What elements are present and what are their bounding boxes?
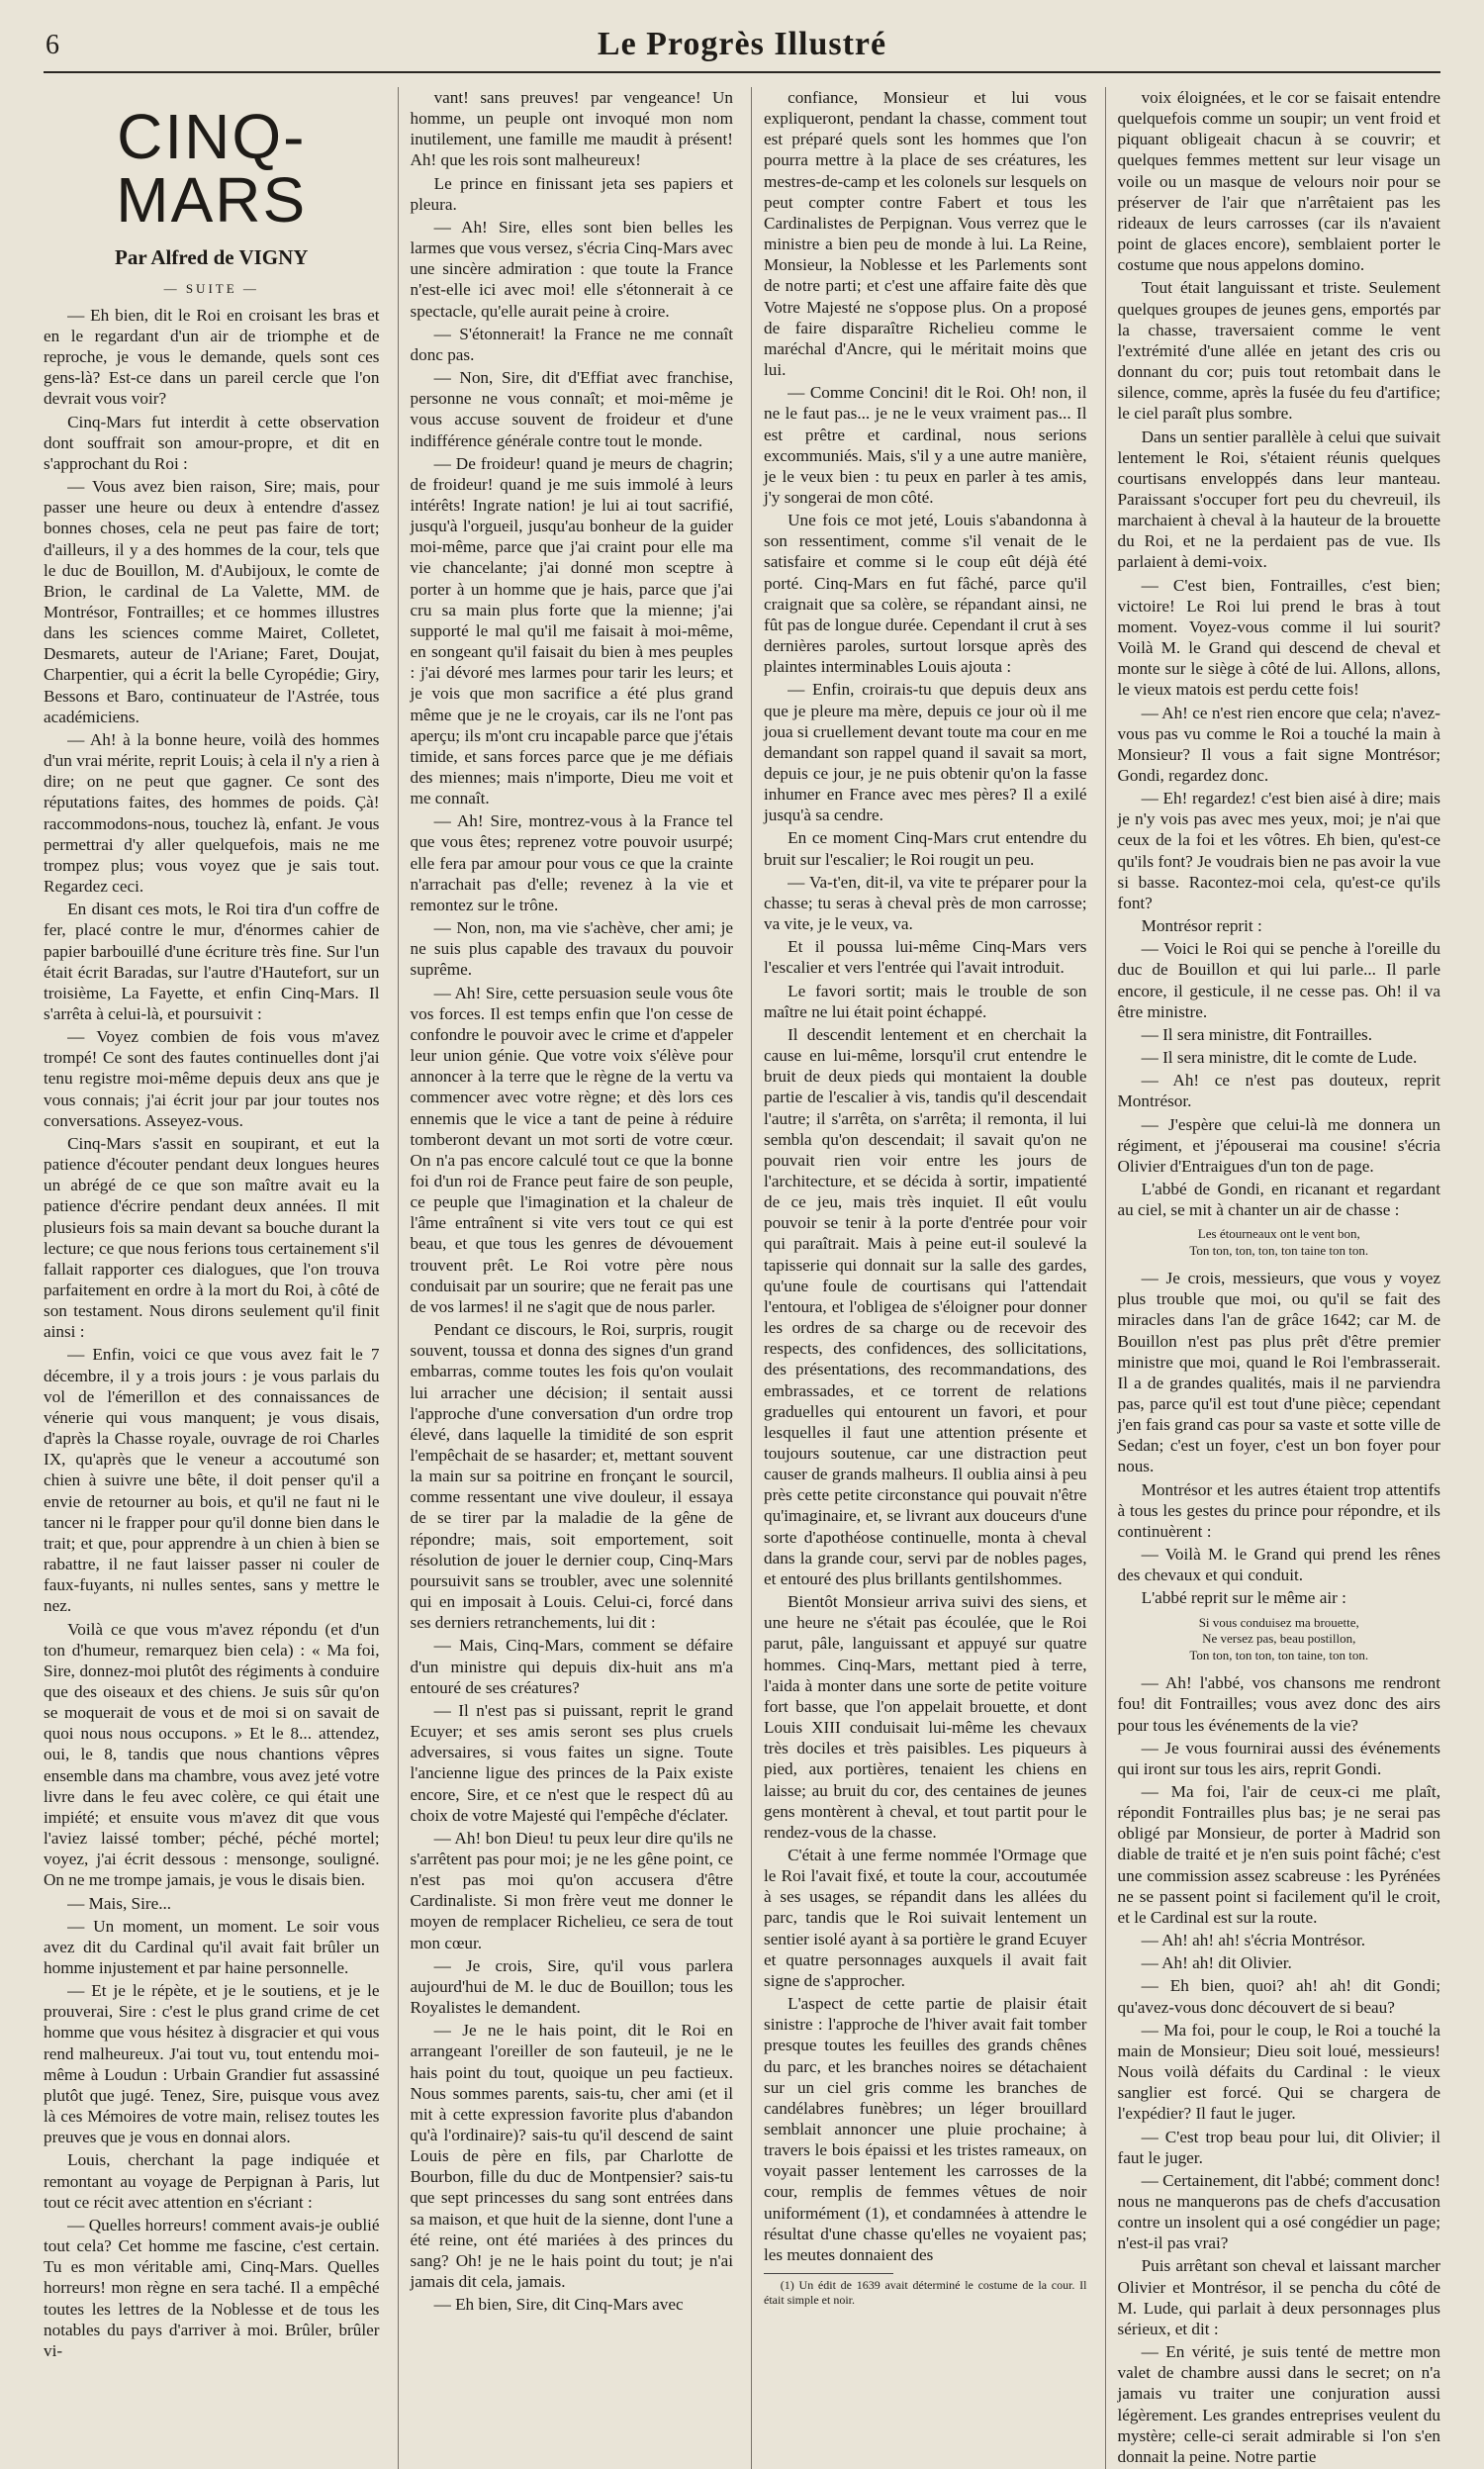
paragraph: Le prince en finissant jeta ses papiers et pleura. — [410, 173, 733, 214]
paragraph: — Il n'est pas si puissant, reprit le grand Ecuyer; et ses amis seront ses plus cruels adversaires, si vous faites un signe. Toute l'ancienne ligue des princes de la Paix existe encore, Sire, et ce n'est que le respect dû au choix de votre Majesté qui l'empêche d'éclater. — [410, 1700, 733, 1825]
article-columns — [44, 87, 1440, 2466]
paragraph: Pendant ce discours, le Roi, surpris, rougit souvent, toussa et donna des signes d'un grand embarras, comme toutes les fois qu'on voulait lui arracher une décision; il sentait aussi l'approche d'une conversation d'un ordre trop élevé, dans laquelle la timidité de son esprit l'empêchait de se hasarder; et, mettant souvent la main sur sa poitrine en fronçant le sourcil, comme ressentant une vive douleur, il essaya de se tirer par la maladie de la gêne de répondre; mais, soit emportement, soit résolution de jouer le dernier coup, Cinq-Mars poursuivit sans se troubler, avec une solennité qui en imposait à Louis. Celui-ci, forcé dans ses derniers retranchements, lui dit : — [410, 1320, 733, 1633]
paragraph: — Ah! ah! dit Olivier. — [1141, 1953, 1292, 1973]
article-byline: Par Alfred de VIGNY — [115, 245, 309, 269]
footnote-rule — [764, 2273, 893, 2274]
paragraph: En ce moment Cinq-Mars crut entendre du bruit sur l'escalier; le Roi rougit un peu. — [764, 828, 1087, 869]
paragraph: — Voilà M. le Grand qui prend les rênes des chevaux et qui conduit. — [1117, 1545, 1440, 1585]
page-number: 6 — [46, 30, 59, 60]
paragraph: — Et je le répète, et je le soutiens, et je le prouverai, Sire : c'est le plus grand crime de cet homme que vous hésitez à disgracier et qui vous rend malheureux. J'ai tout vu, tout entendu moi-même à Loudun : Urbain Grandier fut assassiné plutôt que jugé. Tenez, Sire, puisque vous avez là ces Mémoires de votre main, relisez toutes les preuves que je vous en donnai alors. — [44, 1981, 380, 2147]
paragraph: En disant ces mots, le Roi tira d'un coffre de fer, placé contre le mur, d'énormes cahier de papier barbouillé d'une écriture très fine. Sur l'un était écrit Baradas, sur l'autre d'Hautefort, sur un troisième, La Fayette, et enfin Cinq-Mars. Il s'arrêta à celui-là, et poursuivit : — [44, 900, 380, 1023]
paragraph: Louis, cherchant la page indiquée et remontant au voyage de Perpignan à Paris, lut tout ce récit avec attention en s'écriant : — [44, 2150, 380, 2212]
paragraph: Cinq-Mars s'assit en soupirant, et eut la patience d'écouter pendant deux longues heures un abrégé de ce que son maître avait eu la patience d'écrire pendant deux années. Il mit plusieurs fois sa main devant sa bouche durant la lecture; ce que nous ferions tous certainement s'il fallait rapporter ces dialogues, que l'on trouva parfaitement en ordre à la mort du Roi, à côté de son testament. Nous dirons seulement qu'il finit ainsi : — [44, 1133, 380, 1342]
paragraph: L'abbé de Gondi, en ricanant et regardant au ciel, se mit à chanter un air de chasse : — [1117, 1179, 1440, 1220]
paragraph: — Eh bien, dit le Roi en croisant les bras et en le regardant d'un air de triomphe et de reproche, je vous le demande, quels sont ces gens-là? Est-ce dans un pareil cercle que l'on devrait vous voir? — [44, 305, 380, 409]
paragraph: — Ah! ce n'est pas douteux, reprit Montrésor. — [1117, 1071, 1440, 1111]
paragraph: — Un moment, un moment. Le soir vous avez dit du Cardinal qu'il avait fait brûler un homme injustement et par haine personnelle. — [44, 1916, 380, 1977]
paragraph: — Eh bien, quoi? ah! ah! dit Gondi; qu'avez-vous donc découvert de si beau? — [1117, 1976, 1440, 2017]
paragraph: — Comme Concini! dit le Roi. Oh! non, il ne le faut pas... je ne le veux vraiment pas... Il est prêtre et cardinal, nous serions excommuniés. Mais, s'il y a une autre manière, je le veux bien : tu peux en parler à tes amis, j'y songerai de mon côté. — [764, 383, 1087, 507]
paragraph: Cinq-Mars fut interdit à cette observation dont souffrait son amour-propre, et dit en s'approchant du Roi : — [44, 412, 380, 473]
paragraph: voix éloignées, et le cor se faisait entendre quelquefois comme un soupir; un vent froid et piquant obligeait chacun à se couvrir; et quelques femmes mettent sur leur visage un voile ou un masque de velours noir pour se préserver de l'air que n'arrêtaient pas les rideaux de leurs carrosses (car ils n'avaient point de glaces encore), semblaient porter le costume que nous appelons domino. — [1117, 88, 1440, 275]
paragraph: — Il sera ministre, dit Fontrailles. — [1141, 1024, 1373, 1044]
paragraph: — C'est bien, Fontrailles, c'est bien; victoire! Le Roi lui prend le bras à tout moment. Voyez-vous comme il lui sourit? Voilà M. le Grand qui descend de cheval et monte sur le siège à côté de lui. Allons, allons, le vieux matois est perdu cette fois! — [1117, 575, 1440, 700]
paragraph: — Ma foi, l'air de ceux-ci me plaît, répondit Fontrailles plus bas; je ne serai pas obligé par Monsieur, de porter à Madrid son diable de traité et je n'en suis point fâché; c'est une commission assez scabreuse : les Pyrénées ne se passent point si facilement qu'il le croit, et le Cardinal est sur la route. — [1117, 1782, 1440, 1927]
song-line: Les étourneaux ont le vent bon, — [1197, 1226, 1360, 1242]
paragraph: — Ah! Sire, elles sont bien belles les larmes que vous versez, s'écria Cinq-Mars avec une sincère admiration : que toute la France n'est-elle ici avec moi! elle s'étonnerait à ce spectacle, qu'elle aurait peine à croire. — [410, 217, 733, 321]
paragraph: confiance, Monsieur et lui vous expliqueront, pendant la chasse, comment tout est préparé quels sont les hommes que l'on pourra mettre à la place de ses créatures, les mestres-de-camp et les colonels sur lesquels on peut compter contre Fabert et tous les Cardinalistes de Perpignan. Vous verrez que le ministre a bien peu de monde à lui. La Reine, Monsieur, la Noblesse et les Parlements sont de notre parti; et c'est une affaire faite dès que Votre Majesté ne s'oppose plus. On a proposé de faire disparaître Richelieu comme le maréchal d'Ancre, qui le méritait moins que lui. — [764, 88, 1087, 380]
paragraph: — Va-t'en, dit-il, va vite te préparer pour la chasse; tu seras à cheval près de mon carrosse; va vite, je le veux, va. — [764, 872, 1087, 934]
article-title: CINQ-MARS — [116, 101, 308, 236]
paragraph: — Ah! ah! ah! s'écria Montrésor. — [1141, 1931, 1366, 1950]
paragraph: — En vérité, je suis tenté de mettre mon valet de chambre aussi dans le secret; on n'a jamais vu traiter une conjuration aussi légèrement. Les grandes entreprises veulent du mystère; celle-ci serait admirable si l'on s'en donnait la peine. Notre partie — [1117, 2342, 1440, 2466]
paragraph: — Ah! bon Dieu! tu peux leur dire qu'ils ne s'arrêtent pas pour moi; je ne les gêne point, ce n'est pas moi qu'on accusera d'être Cardinaliste. Si mon frère veut me donner le moyen de remplacer Richelieu, ce sera de tout mon cœur. — [410, 1828, 733, 1952]
paragraph: — Je crois, messieurs, que vous y voyez plus trouble que moi, ou qu'il se fait des miracles dans l'an de grâce 1642; car M. de Bouillon n'est pas plus prêt d'être premier ministre que moi, quand le Roi l'embrasserait. Il a de grandes qualités, mais il ne parviendra pas, parce qu'il est tout d'une pièce; cependant j'en fais grand cas pour sa vaste et sotte ville de Sedan; c'est un foyer, c'est un bon foyer pour nous. — [1117, 1269, 1440, 1476]
song-verse-2 — [1118, 1615, 1441, 1665]
paragraph: — Je vous fournirai aussi des événements qui iront sur tous les airs, reprit Gondi. — [1117, 1738, 1440, 1778]
song-line: Ton ton, ton ton, ton taine, ton ton. — [1189, 1648, 1369, 1663]
paragraph: — Quelles horreurs! comment avais-je oublié tout cela? Cet homme me fascine, c'est certain. Tu es mon véritable ami, Cinq-Mars. Quelles horreurs! mon règne en sera taché. Il a empêché toutes les lettres de la Noblesse et de tous les notables du pays d'arriver à moi. Brûler, brûler vi- — [44, 2215, 380, 2360]
paragraph: Dans un sentier parallèle à celui que suivait lentement le Roi, s'étaient réunis quelques courtisans enveloppés dans leur manteau. Paraissant s'occuper fort peu du chevreuil, ils marchaient à cheval à la hauteur de la brouette du Roi, et ne la perdaient pas de vue. Ils parlaient à demi-voix. — [1117, 427, 1440, 572]
paragraph: — Eh! regardez! c'est bien aisé à dire; mais je n'y vois pas avec mes yeux, moi; je n'ai que ceux de la foi et les vôtres. Eh bien, qu'est-ce qu'ils font? Je voudrais bien ne pas avoir la vue si basse. Racontez-moi cela, qu'est-ce qu'ils font? — [1117, 789, 1440, 912]
column-4 — [1105, 87, 1441, 2469]
paragraph: Le favori sortit; mais le trouble de son maître ne lui était point échappé. — [764, 981, 1087, 1021]
paragraph: — Voici le Roi qui se penche à l'oreille du duc de Bouillon et qui lui parle... Il parle encore, il gesticule, il ne cesse pas. Oh! il va être ministre. — [1117, 939, 1440, 1021]
paragraph: Une fois ce mot jeté, Louis s'abandonna à son ressentiment, comme s'il venait de le satisfaire et comme si le coup eût déjà été porté. Cinq-Mars en fut fâché, parce qu'il craignait que sa colère, se répandant ainsi, ne fût pas de longue durée. Cependant il crut à ses dernières paroles, surtout lorsque après des plaintes interminables Louis ajouta : — [764, 511, 1087, 677]
paragraph: Montrésor et les autres étaient trop attentifs à tous les gestes du prince pour répondre, et ils continuèrent : — [1117, 1479, 1440, 1541]
paragraph: Et il poussa lui-même Cinq-Mars vers l'escalier et vers l'entrée qui l'avait introduit. — [764, 937, 1087, 978]
song-line: Ton ton, ton, ton, ton taine ton ton. — [1189, 1243, 1369, 1259]
paragraph: — Enfin, croirais-tu que depuis deux ans que je pleure ma mère, depuis ce jour où il me joua si cruellement devant toute ma cour en me demandant son rappel quand il savait sa mort, depuis ce jour, je ne puis obtenir qu'on la fasse inhumer en France avec mes pères? Il a exilé jusqu'à sa cendre. — [764, 680, 1087, 825]
song-line: Ne versez pas, beau postillon, — [1202, 1631, 1356, 1647]
paragraph: Bientôt Monsieur arriva suivi des siens, et une heure ne s'était pas écoulée, que le Roi parut, pâle, languissant et appuyé sur quatre hommes. Cinq-Mars, mettant pied à terre, l'aida à monter dans une sorte de petite voiture fort basse, que l'on appelait brouette, et dont Louis XIII conduisait lui-même les chevaux très dociles et très paisibles. Les piqueurs à pied, aux portières, tenaient les chiens en laisse; au bruit du cor, des centaines de jeunes gens montèrent à cheval, et tout partit pour le rendez-vous de la chasse. — [764, 1592, 1087, 1842]
column-1 — [44, 87, 380, 2469]
paragraph: — Je ne le hais point, dit le Roi en arrangeant l'oreiller de son fauteuil, je ne le hais point du tout, quoique un peu factieux. Nous sommes parents, sais-tu, cher ami (et il mit à cette expression favorite plus d'abandon qu'à l'ordinaire)? sais-tu qu'il descend de saint Louis de père en fils, par Charlotte de Bourbon, fille du duc de Montpensier? sais-tu que sept princesses du sang sont entrées dans sa maison, et que huit de la sienne, dont l'une a été reine, ont été mariées à des princes du sang? Oh! je ne le hais point du tout; je n'ai jamais dit cela, jamais. — [410, 2021, 733, 2292]
paragraph: Voilà ce que vous m'avez répondu (et d'un ton d'humeur, remarquez bien cela) : « Ma foi, Sire, donnez-moi plutôt des régiments à conduire que des oiseaux et des chiens. Je suis sûr qu'on se moquerait de vous et de moi si on savait de quoi nous nous occupons. » Et le 8... attendez, oui, le 8, tandis que nous chantions vêpres ensemble dans ma chambre, vous avez jeté votre livre dans le feu avec colère, ce qui était une impiété; et ensuite vous m'avez dit que vous l'aviez laissé tomber; péché, péché mortel; voyez, j'ai écrit dessous : mensonge, souligné. On ne me trompe jamais, je vous le disais bien. — [44, 1619, 380, 1890]
paragraph: — C'est trop beau pour lui, dit Olivier; il faut le juger. — [1117, 2127, 1440, 2167]
paragraph: — S'étonnerait! la France ne me connaît donc pas. — [410, 324, 733, 364]
paragraph: — Ah! à la bonne heure, voilà des hommes d'un vrai mérite, reprit Louis; à cela il n'y a rien à dire; on ne peut que gagner. Ce sont des réputations faites, des hommes de poids. Çà! raccommodons-nous, touchez là, enfant. Je vous permettrai d'y aller quelquefois, mais ne me trompez plus; vous voyez que je sais tout. Regardez ceci. — [44, 729, 380, 897]
paragraph: — Enfin, voici ce que vous avez fait le 7 décembre, il y a trois jours : je vous parlais du vol de l'émerillon et des connaissances de vénerie qui vous manquent; je vous disais, d'après la Chasse royale, ouvrage de roi Charles IX, qu'après que le veneur a accoutumé son chien à suivre une bête, il doit penser qu'il a envie de retourner au bois, et qu'il ne faut ni le tancer ni le frapper pour qu'il donne bien dans le trait; et que, pour apprendre à un chien à bien se rabattre, il ne faut laisser passer ni couler de faux-fuyants, ni nulles sentes, sans y mettre le nez. — [44, 1345, 380, 1616]
column-2 — [398, 87, 734, 2469]
paragraph: Il descendit lentement et en cherchait la cause en lui-même, lorsqu'il crut entendre le bruit de deux pieds qui montaient la double partie de l'escalier à vis, tandis qu'il descendait l'autre; il s'arrêta, on s'arrêta; il remonta, il lui sembla qu'on descendait; il savait qu'on ne pouvait rien voir entre les jours de l'architecture, et se décida à sortir, impatienté de ce jeu, mais très inquiet. Il eût voulu pouvoir se tenir à la porte d'entrée pour voir qui paraîtrait. Mais à peine eut-il soulevé la tapisserie qui donnait sur la salle des gardes, qu'une foule de courtisans qui l'attendait l'entoura, et l'obligea de s'éloigner pour donner les ordres de sa charge ou de recevoir des respects, des confidences, des sollicitations, des présentations, des recommandations, des embrassades, et ce torrent de relations graduelles qui entourent un favori, et pour lesquelles il faut une attention présente et toujours soutenue, car une distraction peut causer de grands malheurs. Il oublia ainsi à peu près cette petite circonstance qui pouvait n'être qu'imaginaire, et, se livrant aux douceurs d'une sorte d'apothéose continuelle, monta à cheval dans la grande cour, servi par de nobles pages, et entouré des plus brillants gentilshommes. — [764, 1024, 1087, 1588]
paragraph: — Non, Sire, dit d'Effiat avec franchise, personne ne vous connaît; et moi-même je vous accuse souvent de froideur et d'une indifférence générale contre tout le monde. — [410, 368, 733, 450]
footnote: (1) Un édit de 1639 avait déterminé le costume de la cour. Il était simple et noir. — [764, 2278, 1087, 2307]
paragraph: — Ma foi, pour le coup, le Roi a touché la main de Monsieur; Dieu soit loué, messieurs! Nous voilà défaits du Cardinal : le vieux sanglier est forcé. Qui se chargera de l'expédier? Il faut le juger. — [1117, 2020, 1440, 2124]
masthead — [44, 24, 1440, 73]
column-3 — [751, 87, 1087, 2469]
paragraph: — Ah! ce n'est rien encore que cela; n'avez-vous pas vu comme le Roi a touché la main à Monsieur? Il vous a fait signe Montrésor; Gondi, regardez donc. — [1117, 703, 1440, 785]
song-verse-1 — [1118, 1226, 1441, 1260]
paragraph: Tout était languissant et triste. Seulement quelques groupes de jeunes gens, emportés par la chasse, traversaient comme le vent l'extrémité d'une allée en jetant des cris ou donnant du cor; puis tout retombait dans le silence, comme, après la fusée du feu d'artifice; le ciel paraît plus sombre. — [1117, 278, 1440, 424]
paragraph: — Ah! l'abbé, vos chansons me rendront fou! dit Fontrailles; vous avez donc des airs pour tous les événements de la vie? — [1117, 1673, 1440, 1735]
paragraph: — Ah! Sire, cette persuasion seule vous ôte vos forces. Il est temps enfin que l'on cesse de confondre le pouvoir avec le crime et d'appeler leur union génie. Que votre voix s'élève pour annoncer à la terre que le règne de la vertu va commencer avec votre règne; et dès lors ces ennemis que le vice a tant de peine à réduire tomberont devant un mot sorti de votre cœur. On n'a pas encore calculé tout ce que la bonne foi d'un roi de France peut faire de son peuple, ce peuple que l'imagination et la chaleur de l'âme entraînent si vite vers tout ce qui est beau, et que tous les genres de dévouement trouvent prêt. Le Roi votre père nous conduisait par un sourire; que ne ferait pas une de vos larmes! il ne s'agit que de nous parler. — [410, 983, 733, 1316]
journal-title: Le Progrès Illustré — [597, 26, 887, 62]
paragraph: — Eh bien, Sire, dit Cinq-Mars avec — [433, 2295, 684, 2315]
song-line: Si vous conduisez ma brouette, — [1198, 1614, 1359, 1630]
paragraph: — De froideur! quand je meurs de chagrin; de froideur! quand je me suis immolé à leurs intérêts! Ingrate nation! je lui ai tout sacrifié, jusqu'à l'orgueil, jusqu'au bonheur de la guider moi-même, parce que j'ai craint pour elle ma vie chancelante; j'ai donné mon sceptre à porter à un homme que je hais, parce que j'ai cru sa main plus forte que la mienne; j'ai supporté le mal qu'il me faisait à moi-même, en songeant qu'il faisait du bien à mes peuples : j'ai dévoré mes larmes pour tarir les leurs; et je vois que mon sacrifice a été plus grand même que je ne le croyais, car ils ne l'ont pas aperçu; ils m'ont cru incapable parce que j'étais timide, et sans forces parce que je me défiais des miennes; mais n'importe, Dieu me voit et me connaît. — [410, 453, 733, 808]
paragraph: vant! sans preuves! par vengeance! Un homme, un peuple ont invoqué mon nom inutilement, une famille me maudit à présent! Ah! que les rois sont malheureux! — [410, 88, 733, 170]
paragraph: — Certainement, dit l'abbé; comment donc! nous ne manquerons pas de chefs d'accusation contre un insolent qui a osé congédier un page; n'est-il pas vrai? — [1117, 2170, 1440, 2253]
paragraph: L'abbé reprit sur le même air : — [1141, 1588, 1346, 1608]
paragraph: — Non, non, ma vie s'achève, cher ami; je ne suis plus capable des travaux du pouvoir suprême. — [410, 918, 733, 980]
paragraph: — Je crois, Sire, qu'il vous parlera aujourd'hui de M. le duc de Bouillon; tous les Royalistes le demandent. — [410, 1955, 733, 2018]
paragraph: — J'espère que celui-là me donnera un régiment, et j'épouserai ma cousine! s'écria Olivier d'Entraigues d'un ton de page. — [1117, 1114, 1440, 1176]
paragraph: Montrésor reprit : — [1141, 916, 1262, 936]
paragraph: — Mais, Cinq-Mars, comment se défaire d'un ministre qui depuis dix-huit ans m'a entouré de ses créatures? — [410, 1636, 733, 1697]
paragraph: — Il sera ministre, dit le comte de Lude. — [1141, 1048, 1418, 1068]
paragraph: Puis arrêtant son cheval et laissant marcher Olivier et Montrésor, il se pencha du côté de M. Lude, qui parlait à deux personnages plus sérieux, et dit : — [1117, 2256, 1440, 2338]
paragraph: L'aspect de cette partie de plaisir était sinistre : l'approche de l'hiver avait fait tomber presque toutes les feuilles des grands chênes du parc, et les branches noires se détachaient sur un ciel gris comme les branches de candélabres funèbres; un léger brouillard semblait annoncer une pluie prochaine; à travers le bois épaissi et les tristes rameaux, on voyait passer lentement les carrosses de la cour, remplis de femmes vêtues de noir uniformément (1), et condamnées à attendre le résultat d'une chasse qu'elles ne voyaient pas; les meutes donnaient des — [764, 1994, 1087, 2264]
paragraph: — Ah! Sire, montrez-vous à la France tel que vous êtes; reprenez votre pouvoir usurpé; elle fera par amour pour vous ce que la crainte n'arrachait pas d'elle; revenez à la vie et remontez sur le trône. — [410, 811, 733, 914]
paragraph: — Voyez combien de fois vous m'avez trompé! Ce sont des fautes continuelles dont j'ai tenu registre moi-même depuis deux ans que je vous connais; j'ai écrit jour par jour toutes nos conversations. Asseyez-vous. — [44, 1027, 380, 1130]
paragraph: — Mais, Sire... — [67, 1893, 172, 1913]
paragraph: C'était à une ferme nommée l'Ormage que le Roi l'avait fixé, et toute la cour, accoutumée à ses usages, se répandit dans les allées du parc, tandis que le Roi suivait lentement un sentier isolé ayant à sa portière le grand Ecuyer et quatre personnages auxquels il avait fait signe de s'approcher. — [764, 1845, 1087, 1990]
continued-label: — SUITE — — [163, 280, 259, 296]
paragraph: — Vous avez bien raison, Sire; mais, pour passer une heure ou deux à entendre d'assez bonnes choses, cela ne peut pas faire de tort; d'ailleurs, il y a des hommes de la cour, tels que le duc de Bouillon, M. d'Aubijoux, le comte de Brion, le cardinal de La Valette, MM. de Montrésor, Fontrailles; et ce hommes illustres dans les sciences comme Mairet, Colletet, Desmarets, auteur de l'Ariane; Faret, Doujat, Charpentier, qui a écrit la belle Cyropédie; Giry, Bessons et Baro, continuateur de l'Astrée, tous académiciens. — [44, 477, 380, 726]
